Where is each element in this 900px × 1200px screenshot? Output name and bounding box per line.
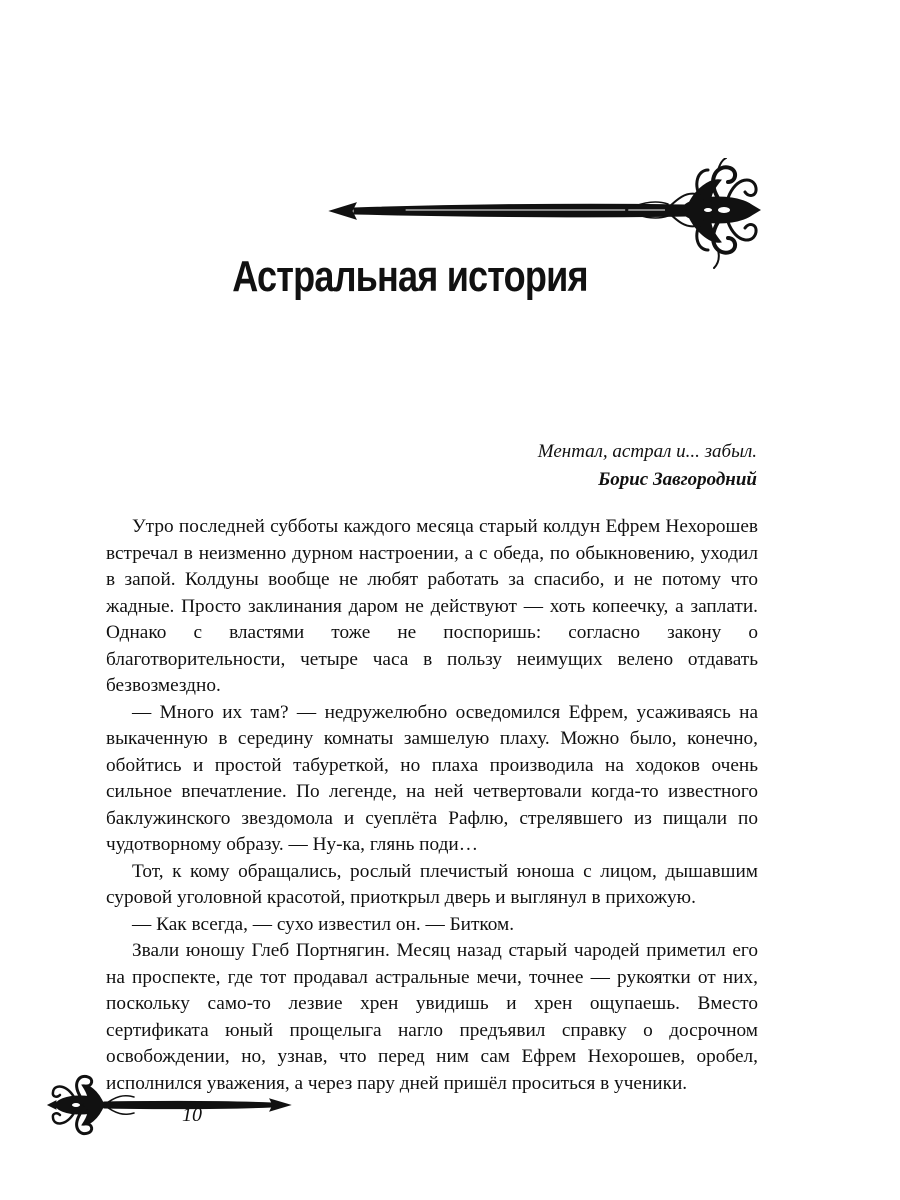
ornamental-arrow-flourish-icon bbox=[44, 1070, 294, 1140]
paragraph: Утро последней субботы каждого месяца старый колдун Ефрем Нехорошев встречал в неизменно дурном настроении, а с обеда, по обыкновению, уходил в запой. Колдуны вообще не любят работать за спасибо, и не потому что жадные. Просто заклинания даром не действуют — хоть копеечку, а заплати. Однако с властями тоже не поспоришь: согласно закону о благотворительности, четыре часа в пользу неимущих велено отдавать безвозмездно. bbox=[106, 516, 758, 696]
paragraph: Звали юношу Глеб Портнягин. Месяц назад старый чародей приметил его на проспекте, где тот продавал астральные мечи, точнее — рукоятки от них, поскольку само-то лезвие хрен увидишь и хрен ощупаешь. Вместо сертификата юный прощелыга нагло предъявил справку о досрочном освобождении, но, узнав, что перед ним сам Ефрем Нехорошев, оробел, исполнился уважения, а через пару дней пришёл проситься в ученики. bbox=[106, 940, 758, 1094]
paragraph: — Много их там? — недружелюбно осведомился Ефрем, усаживаясь на выкаченную в середину комнаты замшелую плаху. Можно было, конечно, обойтись и простой табуреткой, но плаха производила на ходоков очень сильное впечатление. По легенде, на ней четвертовали когда-то известного баклужинского звездомола и суеплёта Рафлю, стрелявшего из пищали по чудотворному образу. — Ну-ка, глянь поди… bbox=[106, 701, 758, 855]
epigraph bbox=[538, 438, 757, 494]
paragraph: — Как всегда, — сухо известил он. — Битком. bbox=[132, 913, 515, 935]
paragraph: Тот, к кому обращались, рослый плечистый юноша с лицом, дышавшим суровой уголовной красотой, приоткрыл дверь и выглянул в прихожую. bbox=[106, 860, 758, 908]
body-text bbox=[106, 514, 758, 1097]
epigraph-quote: Ментал, астрал и... забыл. bbox=[537, 441, 757, 462]
epigraph-author: Борис Завгородний bbox=[598, 469, 757, 490]
chapter-title: Астральная история bbox=[232, 252, 588, 301]
page-number: 10 bbox=[182, 1104, 202, 1126]
